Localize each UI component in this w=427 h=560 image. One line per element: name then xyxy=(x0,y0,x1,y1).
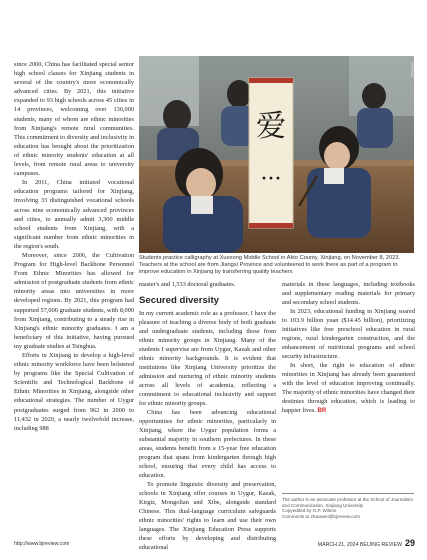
middle-paragraph-3: To promote linguistic diversity and preservation, schools in Xinjiang offer courses in Uygur, Kazak, Kirgiz, Mongolian and Xibe, alongside standard Chinese. This dual-language curriculum safeguards ethnic minorities' rights to learn and use their own languages. The Xinjiang Education Press supports these efforts by developing and distributing educational xyxy=(139,481,276,551)
page-number: 29 xyxy=(404,538,415,548)
footer-issue: MARCH 21, 2024 BEIJING REVIEW xyxy=(317,542,402,548)
left-paragraph-4: Efforts in Xinjiang to develop a high-level ethnic minority workforce have been bolstered by programs like the Special Cultivation of Scientific and Technological Backbone of Ethnic Minorities in Xinjiang, alongside other educational strategies. The number of Uygur postgraduates surged from 962 in 2000 to 11,432 in 2020, a nearly twelvefold increase, including 988 xyxy=(14,352,134,432)
middle-column xyxy=(139,280,276,552)
footer-issue-info xyxy=(318,538,415,548)
author-note-contact: Comments to zhaoweiI@bjreview.com xyxy=(282,514,360,520)
photo-credit: XINHUA xyxy=(410,62,415,78)
classroom-photo xyxy=(139,56,414,253)
middle-lead-line: master's and 1,533 doctoral graduates. xyxy=(139,281,236,288)
right-paragraph-3 xyxy=(282,361,415,416)
middle-paragraph-2: China has been advancing educational opportunities for ethnic minorities, particularly in Xinjiang, where the Uygur population forms a substantial majority in southern prefectures. In these areas, students benefit from a 15-year free education program that spans from kindergarten through high school, ensuring that every child has access to education. xyxy=(139,409,276,479)
section-heading: Secured diversity xyxy=(139,295,219,306)
author-note xyxy=(282,497,417,520)
author-note-copyeditor: Copyedited by G.P. Wilson xyxy=(282,508,337,514)
left-paragraph-3: Moreover, since 2006, the Cultivation Program for High-level Backbone Personnel From Ethnic Minorities has allowed for admission of postgraduate students from ethnic minority areas into universities in more developed regions. By 2021, this program had supported 57,000 graduate students, with 8,000 from Xinjiang, contributing to a steady rise in Xinjiang's ethnic minority graduates. I am a beneficiary of this initiative, having pursued my graduate studies at Tsinghua. xyxy=(14,251,134,350)
author-note-affiliation: The author is an associate professor at the School of Journalism and Communication, Xinjiang University xyxy=(282,497,413,508)
left-paragraph-1: since 2000, China has facilitated special senior high school classes for Xinjiang students in several of the country's more economically advanced cities. By 2021, this initiative expanded to 93 high schools across 45 cities in 14 provinces, welcoming over 130,000 students, many of whom are ethnic minorities from Xinjiang's remote rural communities. This commitment to diversity and inclusivity in education has brought about the prioritization of ethnic minority students' education at all levels, from remote rural areas to university campuses. xyxy=(14,61,134,178)
left-paragraph-2: In 2011, China initiated vocational education programs tailored for Xinjiang, involving 33 distinguished vocational schools across nine economically advanced provinces and cities, to annually admit 3,300 middle school students from Xinjiang, with a significant number from ethnic minorities in the region's south. xyxy=(14,179,134,250)
right-column xyxy=(282,280,415,416)
middle-paragraph-1: In my current academic role as a professor, I have the pleasure of teaching a diverse body of both graduate and undergraduate students, including those from ethnic minority groups in Xinjiang. Many of the students I supervise are from Uygur, Kazak and other ethnic minority backgrounds. It is evident that institutions like Xinjiang University prioritize the admission and nurturing of ethnic minority students across all levels of academia, reflecting a commitment to educational inclusivity and support for ethnic minority groups. xyxy=(139,310,276,407)
right-paragraph-1: materials in these languages, including textbooks and supplementary reading materials for primary and secondary school students. xyxy=(282,281,415,306)
author-note-divider xyxy=(282,493,414,494)
right-paragraph-2: In 2023, educational funding in Xinjiang soared to 103.9 billion yuan ($14.45 billion), prioritizing initiatives like free preschool education in rural regions, rural kindergarten construction, and the enhancement of nutritional programs and school security infrastructure. xyxy=(282,308,415,360)
footer-website[interactable]: http://www.bjreview.com xyxy=(14,541,70,547)
right-paragraph-3-text: In short, the right to education of ethnic minorities in Xinjiang has already been guaranteed with the level of education improving continually. The majority of ethnic minorities have changed their destinies through education, which is leading to happier lives. xyxy=(282,362,415,414)
photo-caption: Students practice calligraphy at Xuesong Middle School in Akto County, Xinjiang, on November 8, 2023. Teachers at the school are from Jiangxi Province and volunteered to work there as part of a program to improve education in Xinjiang by transferring quality teachers xyxy=(139,255,401,276)
calligraphy-character: 爱 xyxy=(256,109,286,144)
svg-text:···: ··· xyxy=(260,167,282,192)
end-mark: BR xyxy=(317,408,327,414)
left-column xyxy=(14,60,134,433)
